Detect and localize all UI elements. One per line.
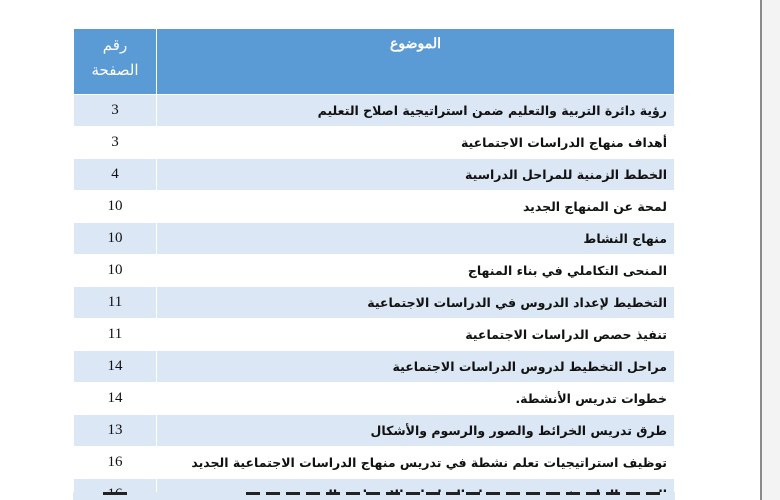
- topic-cell: الخطط الزمنية للمراحل الدراسية: [157, 159, 675, 191]
- table-row: [74, 191, 675, 223]
- topic-cell: أهداف منهاج الدراسات الاجتماعية: [157, 127, 675, 159]
- topic-cell: المنحى التكاملي في بناء المنهاج: [157, 255, 675, 287]
- table-row: [74, 383, 675, 415]
- page-number-cell: 3: [74, 127, 157, 159]
- page-number-cell: 16: [74, 447, 157, 479]
- table-row: [74, 287, 675, 319]
- page-number-cell: 10: [74, 223, 157, 255]
- topic-cell: رؤية دائرة التربية والتعليم ضمن استراتيجية اصلاح التعليم: [157, 95, 675, 127]
- table-row: [74, 415, 675, 447]
- page-number-cell: 3: [74, 95, 157, 127]
- page-number-cell: 14: [74, 383, 157, 415]
- table-row: [74, 127, 675, 159]
- page-number-header-line1: رقم: [102, 36, 128, 54]
- table-row: [74, 223, 675, 255]
- topic-cell: مراحل التخطيط لدروس الدراسات الاجتماعية: [157, 351, 675, 383]
- table-row: [74, 319, 675, 351]
- cut-off-page-number-fragment: [103, 492, 127, 495]
- page-number-cell: 11: [74, 319, 157, 351]
- page-number-cell: 4: [74, 159, 157, 191]
- page-number-header-line2: الصفحة: [91, 61, 139, 79]
- scroll-gutter: [762, 0, 780, 500]
- cut-off-next-row: [73, 492, 675, 500]
- page-number-cell: 13: [74, 415, 157, 447]
- topic-cell: التخطيط لإعداد الدروس في الدراسات الاجتماعية: [157, 287, 675, 319]
- topic-cell: طرق تدريس الخرائط والصور والرسوم والأشكال: [157, 415, 675, 447]
- topic-header: الموضوع: [157, 29, 675, 95]
- table-header-row: [74, 29, 675, 95]
- topic-cell: تنفيذ حصص الدراسات الاجتماعية: [157, 319, 675, 351]
- topic-cell: توظيف استراتيجيات تعلم نشطة في تدريس منهاج الدراسات الاجتماعية الجديد: [157, 447, 675, 479]
- topic-cell: خطوات تدريس الأنشطة.: [157, 383, 675, 415]
- topic-cell: منهاج النشاط: [157, 223, 675, 255]
- table-row: [74, 159, 675, 191]
- cut-off-topic-fragment: [246, 492, 666, 495]
- table-row: [74, 351, 675, 383]
- page-number-cell: 14: [74, 351, 157, 383]
- table-of-contents: [73, 28, 675, 500]
- page-number-cell: 10: [74, 255, 157, 287]
- page-number-cell: 11: [74, 287, 157, 319]
- topic-cell: لمحة عن المنهاج الجديد: [157, 191, 675, 223]
- table-row: [74, 447, 675, 479]
- page-number-header: [74, 29, 157, 95]
- page-number-cell: 10: [74, 191, 157, 223]
- table-row: [74, 255, 675, 287]
- table-row: [74, 95, 675, 127]
